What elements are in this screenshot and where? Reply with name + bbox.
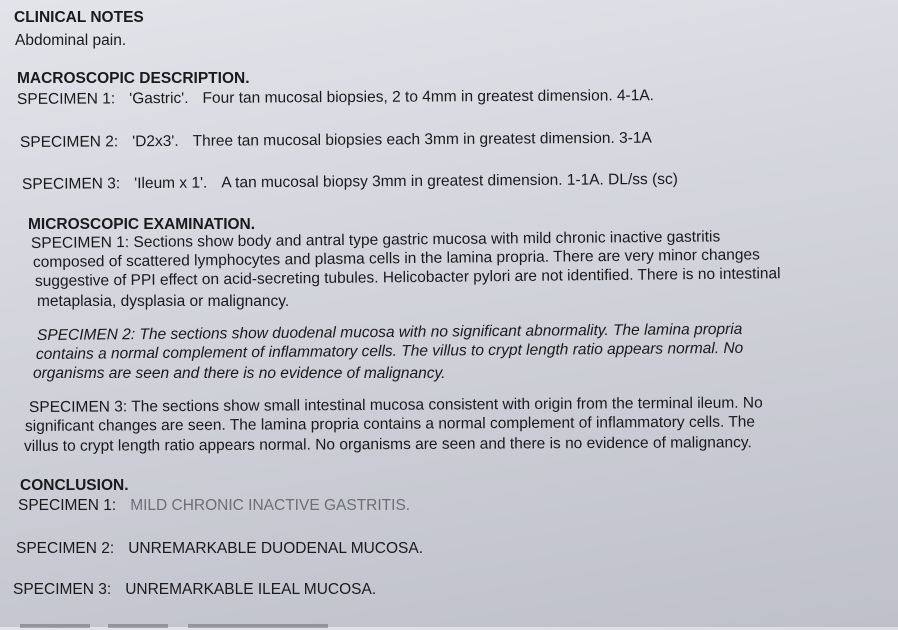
cut-off-stroke	[20, 624, 90, 628]
conclusion-specimen-3-label: SPECIMEN 3:	[13, 581, 112, 598]
macro-specimen-3-label: SPECIMEN 3:	[21, 175, 121, 193]
conclusion-specimen-1-label: SPECIMEN 1:	[18, 497, 117, 514]
micro-specimen-3-line-3: villus to crypt length ratio appears normal. No organisms are seen and there is no evidence of malignancy.	[23, 434, 752, 455]
cut-off-stroke	[188, 624, 328, 628]
micro-specimen-2-line-1: SPECIMEN 2: The sections show duodenal mucosa with no significant abnormality. The lamina propria	[36, 320, 743, 344]
clinical-notes-text: Abdominal pain.	[15, 32, 127, 49]
micro-specimen-3-line-2: significant changes are seen. The lamina propria contains a normal complement of inflammatory cells. The	[24, 413, 756, 435]
micro-specimen-2-line-3: organisms are seen and there is no evidence of malignancy.	[33, 365, 446, 382]
macro-specimen-1-text: Four tan mucosal biopsies, 2 to 4mm in greatest dimension. 4-1A.	[202, 87, 655, 107]
macro-specimen-1-label: SPECIMEN 1:	[16, 90, 116, 108]
micro-specimen-1-line-2: composed of scattered lymphocytes and plasma cells in the lamina propria. There are very minor changes	[32, 246, 760, 271]
conclusion-heading: CONCLUSION.	[20, 477, 129, 494]
microscopic-heading: MICROSCOPIC EXAMINATION.	[28, 216, 256, 233]
conclusion-specimen-2-text: UNREMARKABLE DUODENAL MUCOSA.	[128, 540, 424, 557]
conclusion-specimen-3	[13, 580, 376, 599]
macroscopic-heading: MACROSCOPIC DESCRIPTION.	[17, 70, 250, 87]
conclusion-specimen-2-label: SPECIMEN 2:	[16, 540, 115, 557]
conclusion-specimen-2	[16, 539, 423, 558]
macro-specimen-2-label: SPECIMEN 2:	[19, 133, 119, 151]
macro-specimen-3	[22, 170, 678, 194]
conclusion-specimen-3-text: UNREMARKABLE ILEAL MUCOSA.	[125, 581, 377, 598]
conclusion-specimen-1	[18, 496, 410, 515]
micro-specimen-1-line-4: metaplasia, dysplasia or malignancy.	[37, 293, 290, 310]
micro-specimen-1-line-3: suggestive of PPI effect on acid-secreting tubules. Helicobacter pylori are not identified. There is no intestinal	[34, 265, 781, 290]
clinical-notes-heading: CLINICAL NOTES	[14, 9, 144, 26]
micro-specimen-3-line-1: SPECIMEN 3: The sections show small intestinal mucosa consistent with origin from the terminal ileum. No	[28, 394, 763, 416]
micro-specimen-1-line-1: SPECIMEN 1: Sections show body and antral type gastric mucosa with mild chronic inactive gastritis	[30, 228, 721, 252]
macro-specimen-2-text: Three tan mucosal biopsies each 3mm in greatest dimension. 3-1A	[192, 129, 652, 150]
macro-specimen-3-name: 'Ileum x 1'.	[134, 174, 208, 193]
macro-specimen-2	[20, 129, 652, 152]
micro-specimen-2-line-2: contains a normal complement of inflammatory cells. The villus to crypt length ratio appears normal. No	[35, 339, 744, 363]
cut-off-line-remnant	[18, 616, 338, 630]
cut-off-stroke	[108, 624, 168, 628]
macro-specimen-2-name: 'D2x3'.	[132, 132, 179, 151]
conclusion-specimen-1-text: MILD CHRONIC INACTIVE GASTRITIS.	[130, 497, 411, 514]
macro-specimen-1	[17, 86, 654, 109]
macro-specimen-3-text: A tan mucosal biopsy 3mm in greatest dimension. 1-1A. DL/ss (sc)	[221, 170, 678, 192]
macro-specimen-1-name: 'Gastric'.	[129, 89, 189, 108]
cut-off-strokes	[18, 616, 338, 630]
